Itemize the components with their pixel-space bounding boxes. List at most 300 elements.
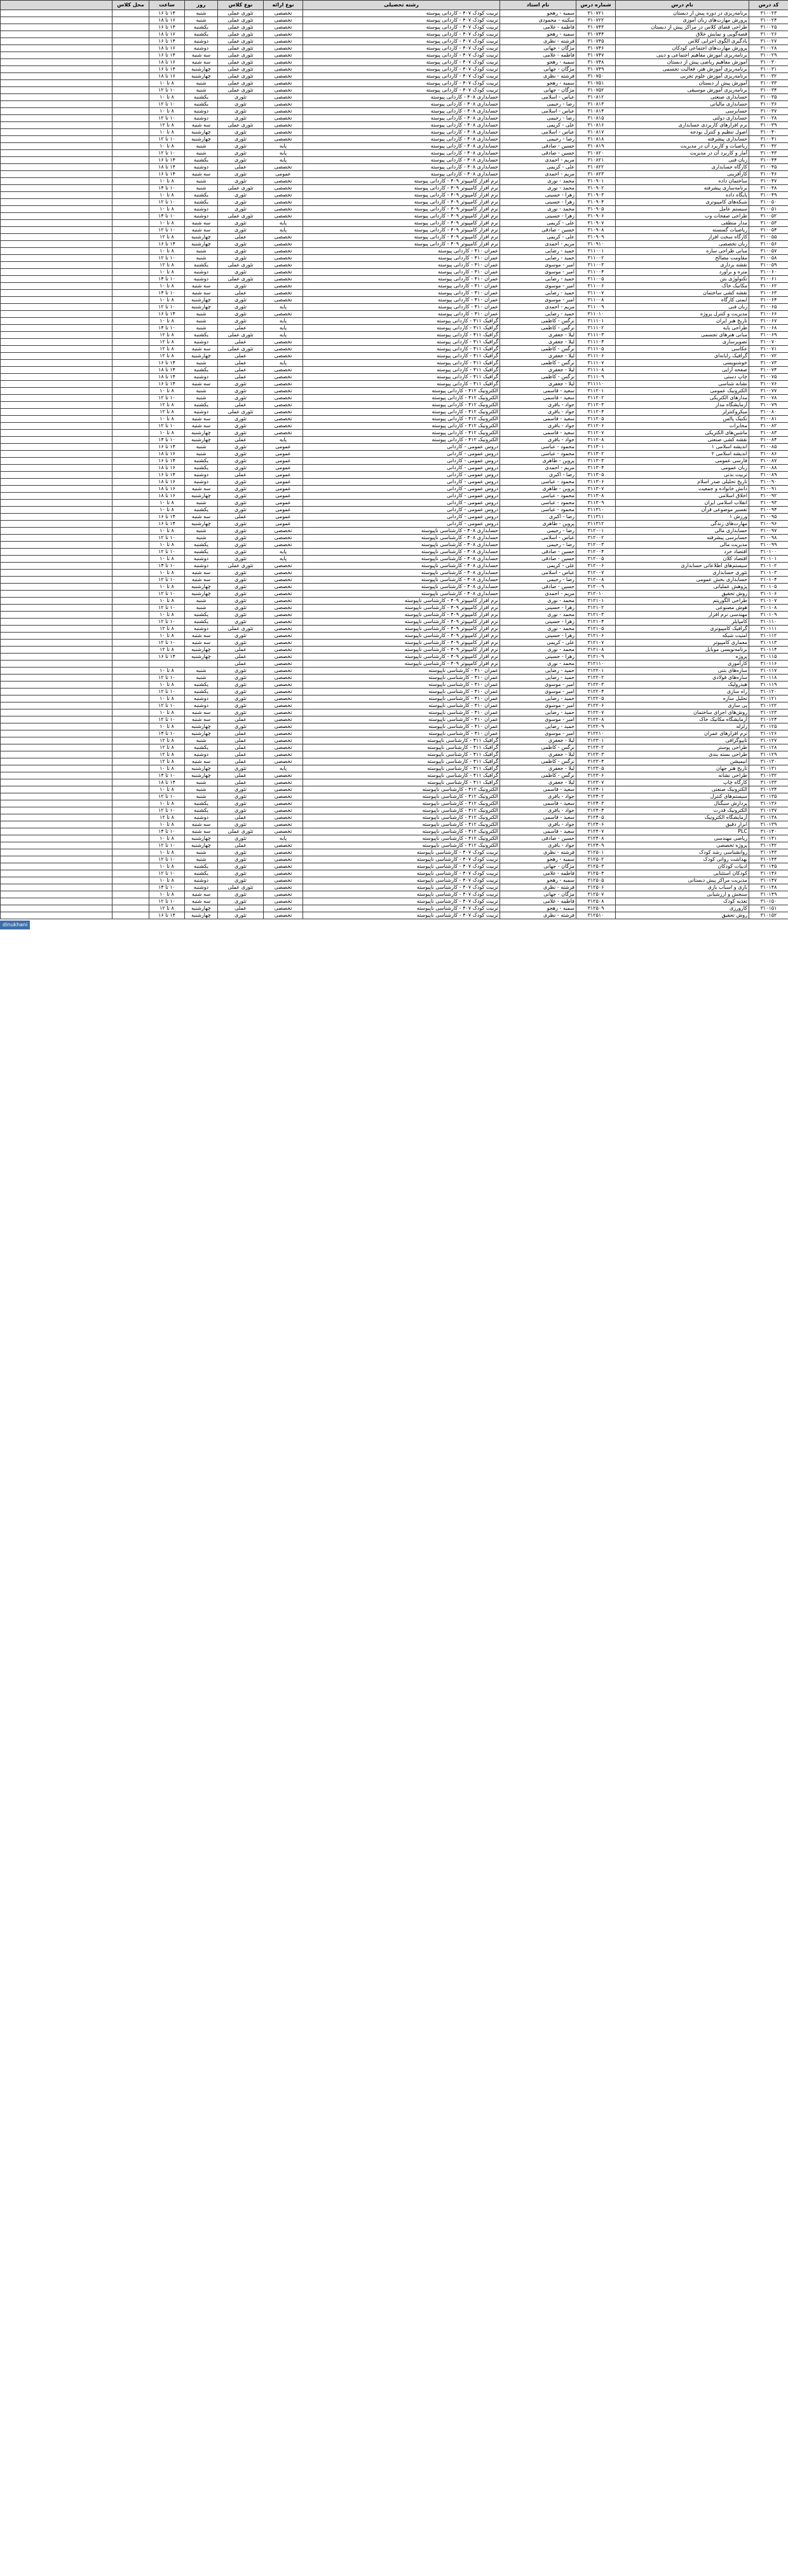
cell-teacher: امیر - موسوی xyxy=(500,283,576,290)
cell-lesson: پرورش مهارت‌های زبان آموزی xyxy=(616,17,749,24)
cell-session: عملی xyxy=(218,164,264,171)
cell-tcode: ۳۱۲۵۰۴ xyxy=(576,870,616,877)
cell-extra xyxy=(1,31,112,38)
table-row xyxy=(1,472,788,479)
cell-room xyxy=(112,570,149,577)
cell-time: ۱۰ تا ۱۲ xyxy=(149,535,185,542)
cell-group: گرافیک ۴۱۱ - کارشناسی ناپیوسته xyxy=(303,758,500,765)
cell-day: دوشنبه xyxy=(185,695,218,702)
cell-group: گرافیک ۴۱۱ - کارشناسی ناپیوسته xyxy=(303,772,500,779)
cell-extra xyxy=(1,709,112,716)
cell-type: تخصصی xyxy=(264,870,303,877)
cell-tcode: ۳۱۲۳۰۷ xyxy=(576,779,616,786)
cell-group: عمران ۴۱۰ - کارشناسی ناپیوسته xyxy=(303,689,500,695)
cell-session: تئوری عملی xyxy=(218,45,264,52)
table-row xyxy=(1,689,788,695)
cell-time: ۱۴ تا ۱۶ xyxy=(149,241,185,248)
cell-code: ۳۱۰۰۴۳ xyxy=(749,150,788,157)
cell-day: شنبه xyxy=(185,535,218,542)
cell-lesson: الکترونیک قدرت xyxy=(616,807,749,814)
cell-time: ۱۰ تا ۱۲ xyxy=(149,577,185,584)
cell-room xyxy=(112,80,149,87)
cell-type: تخصصی xyxy=(264,409,303,416)
cell-code: ۳۱۰۰۷۶ xyxy=(749,381,788,388)
cell-day: سه شنبه xyxy=(185,821,218,828)
cell-type: تخصصی xyxy=(264,311,303,318)
cell-room xyxy=(112,863,149,870)
cell-code: ۳۱۰۰۶۴ xyxy=(749,297,788,304)
cell-type: تخصصی xyxy=(264,206,303,213)
cell-lesson: دانش خانواده و جمعیت xyxy=(616,486,749,493)
cell-extra xyxy=(1,213,112,220)
cell-code: ۳۱۰۱۴۴ xyxy=(749,856,788,863)
cell-session: عملی xyxy=(218,744,264,751)
table-row xyxy=(1,577,788,584)
cell-group: عمران ۴۱۰ - کاردانی پیوسته xyxy=(303,304,500,311)
cell-extra xyxy=(1,59,112,66)
cell-teacher: نرگس - کاظمی xyxy=(500,744,576,751)
cell-tcode: ۳۱۰۸۲۰ xyxy=(576,150,616,157)
cell-session: تئوری xyxy=(218,297,264,304)
cell-time: ۱۰ تا ۱۲ xyxy=(149,898,185,905)
cell-day: سه شنبه xyxy=(185,59,218,66)
cell-room xyxy=(112,605,149,612)
cell-type: تخصصی xyxy=(264,17,303,24)
cell-time: ۱۴ تا ۱۶ xyxy=(149,360,185,367)
cell-room xyxy=(112,59,149,66)
cell-day: چهارشنبه xyxy=(185,591,218,598)
cell-time: ۸ تا ۱۰ xyxy=(149,695,185,702)
cell-code: ۳۱۰۰۹۰ xyxy=(749,479,788,486)
table-row xyxy=(1,675,788,682)
cell-session: تئوری xyxy=(218,143,264,150)
table-row xyxy=(1,297,788,304)
cell-group: عمران ۴۱۰ - کاردانی پیوسته xyxy=(303,297,500,304)
cell-extra xyxy=(1,381,112,388)
cell-tcode: ۳۱۱۳۱۱ xyxy=(576,514,616,521)
cell-time: ۱۶ تا ۱۸ xyxy=(149,465,185,472)
cell-teacher: سعید - قاسمی xyxy=(500,828,576,835)
cell-lesson: روش‌های اجرای ساختمان xyxy=(616,709,749,716)
cell-time: ۱۰ تا ۱۲ xyxy=(149,870,185,877)
cell-room xyxy=(112,94,149,101)
table-row xyxy=(1,723,788,730)
cell-code: ۳۱۰۰۲۴ xyxy=(749,17,788,24)
cell-type: تخصصی xyxy=(264,912,303,919)
cell-code: ۳۱۰۱۱۰ xyxy=(749,619,788,626)
table-row xyxy=(1,367,788,374)
cell-day: یکشنبه xyxy=(185,94,218,101)
cell-type: تخصصی xyxy=(264,884,303,891)
cell-session: تئوری xyxy=(218,535,264,542)
cell-teacher: نرگس - کاظمی xyxy=(500,325,576,332)
cell-time: ۸ تا ۱۰ xyxy=(149,80,185,87)
cell-group: تربیت کودک ۴۰۷ - کارشناسی ناپیوسته xyxy=(303,849,500,856)
cell-session: تئوری xyxy=(218,220,264,227)
cell-session: تئوری xyxy=(218,682,264,689)
cell-lesson: آزمایشگاه مکانیک خاک xyxy=(616,716,749,723)
cell-group: نرم افزار کامپیوتر ۴۰۹ - کارشناسی ناپیوسته xyxy=(303,640,500,647)
cell-room xyxy=(112,150,149,157)
cell-tcode: ۳۱۲۴۰۴ xyxy=(576,807,616,814)
cell-teacher: فرشته - نظری xyxy=(500,912,576,919)
cell-tcode: ۳۱۰۷۴۳ xyxy=(576,24,616,31)
cell-lesson: تکنولوژی بتن xyxy=(616,276,749,283)
cell-extra xyxy=(1,702,112,709)
cell-teacher: نرگس - کاظمی xyxy=(500,318,576,325)
cell-session: تئوری عملی xyxy=(218,332,264,339)
cell-group: حسابداری ۴۰۸ - کارشناسی ناپیوسته xyxy=(303,549,500,556)
cell-time: ۱۴ تا ۱۶ xyxy=(149,472,185,479)
cell-tcode: ۳۱۱۳۰۸ xyxy=(576,493,616,500)
cell-code: ۳۱۰۱۳۵ xyxy=(749,793,788,800)
cell-teacher: محمد - نوری xyxy=(500,206,576,213)
cell-extra xyxy=(1,108,112,115)
cell-day: یکشنبه xyxy=(185,807,218,814)
cell-time: ۱۰ تا ۱۲ xyxy=(149,395,185,402)
cell-tcode: ۳۱۱۱۰۵ xyxy=(576,346,616,353)
cell-tcode: ۳۱۱۳۰۷ xyxy=(576,486,616,493)
table-row xyxy=(1,695,788,702)
cell-tcode: ۳۱۲۵۰۲ xyxy=(576,856,616,863)
cell-lesson: پایگاه داده xyxy=(616,192,749,199)
cell-tcode: ۳۱۰۸۱۶ xyxy=(576,122,616,129)
cell-group: عمران ۴۱۰ - کارشناسی ناپیوسته xyxy=(303,675,500,682)
cell-time: ۱۴ تا ۱۸ xyxy=(149,374,185,381)
cell-room xyxy=(112,514,149,521)
cell-day: شنبه xyxy=(185,444,218,451)
cell-code: ۳۱۰۰۷۳ xyxy=(749,360,788,367)
cell-room xyxy=(112,248,149,255)
cell-tcode: ۳۱۰۸۱۵ xyxy=(576,115,616,122)
table-row xyxy=(1,521,788,528)
cell-day: دوشنبه xyxy=(185,115,218,122)
cell-day: یکشنبه xyxy=(185,542,218,549)
cell-room xyxy=(112,311,149,318)
cell-extra xyxy=(1,619,112,626)
cell-extra xyxy=(1,856,112,863)
cell-room xyxy=(112,199,149,206)
cell-group: دروس عمومی - کاردانی xyxy=(303,486,500,493)
cell-group: نرم افزار کامپیوتر ۴۰۹ - کاردانی پیوسته xyxy=(303,241,500,248)
cell-room xyxy=(112,192,149,199)
cell-type: تخصصی xyxy=(264,24,303,31)
cell-session: تئوری xyxy=(218,577,264,584)
cell-day: چهارشنبه xyxy=(185,521,218,528)
cell-group: حسابداری ۴۰۸ - کاردانی پیوسته xyxy=(303,94,500,101)
cell-day: یکشنبه xyxy=(185,689,218,695)
cell-time: ۱۴ تا ۱۶ xyxy=(149,38,185,45)
cell-extra xyxy=(1,255,112,262)
cell-time: ۱۴ تا ۱۶ xyxy=(149,311,185,318)
cell-teacher: سمیه - رهجو xyxy=(500,10,576,17)
cell-day: چهارشنبه xyxy=(185,730,218,737)
cell-extra xyxy=(1,563,112,570)
cell-tcode: ۳۱۱۲۰۸ xyxy=(576,437,616,444)
cell-type: عمومی xyxy=(264,451,303,458)
cell-room xyxy=(112,716,149,723)
cell-extra xyxy=(1,772,112,779)
cell-time: ۱۴ تا ۱۶ xyxy=(149,10,185,17)
cell-tcode: ۳۱۲۲۰۷ xyxy=(576,709,616,716)
cell-lesson: طراحی بسته بندی xyxy=(616,751,749,758)
cell-code: ۳۱۰۰۵۴ xyxy=(749,227,788,234)
cell-session: تئوری xyxy=(218,912,264,919)
cell-tcode: ۳۱۰۹۰۵ xyxy=(576,206,616,213)
table-row xyxy=(1,325,788,332)
cell-group: گرافیک ۴۱۱ - کاردانی پیوسته xyxy=(303,367,500,374)
cell-day: دوشنبه xyxy=(185,164,218,171)
cell-teacher: جواد - باقری xyxy=(500,793,576,800)
table-row xyxy=(1,493,788,500)
cell-room xyxy=(112,668,149,675)
cell-lesson: اقتصاد کلان xyxy=(616,556,749,563)
cell-room xyxy=(112,772,149,779)
cell-code: ۳۱۰۱۰۳ xyxy=(749,570,788,577)
cell-room xyxy=(112,877,149,884)
cell-session: تئوری xyxy=(218,395,264,402)
cell-lesson: میکروکنترلر xyxy=(616,409,749,416)
header-code: کد درس xyxy=(749,1,788,10)
cell-group: دروس عمومی - کاردانی xyxy=(303,507,500,514)
cell-session: تئوری xyxy=(218,479,264,486)
cell-type: تخصصی xyxy=(264,115,303,122)
cell-type: تخصصی xyxy=(264,262,303,269)
cell-code: ۳۱۰۰۲۷ xyxy=(749,38,788,45)
table-row xyxy=(1,570,788,577)
cell-code: ۳۱۰۰۷۴ xyxy=(749,367,788,374)
cell-extra xyxy=(1,891,112,898)
cell-lesson: تاریخ هنر جهان xyxy=(616,765,749,772)
cell-tcode: ۳۱۲۵۰۷ xyxy=(576,891,616,898)
cell-group: دروس عمومی - کاردانی xyxy=(303,514,500,521)
cell-time: ۱۰ تا ۱۲ xyxy=(149,856,185,863)
cell-room xyxy=(112,793,149,800)
cell-extra xyxy=(1,171,112,178)
cell-day: سه شنبه xyxy=(185,283,218,290)
cell-extra xyxy=(1,241,112,248)
cell-time: ۱۰ تا ۱۴ xyxy=(149,772,185,779)
cell-group: نرم افزار کامپیوتر ۴۰۹ - کارشناسی ناپیوسته xyxy=(303,612,500,619)
cell-time: ۸ تا ۱۰ xyxy=(149,765,185,772)
cell-time: ۸ تا ۱۰ xyxy=(149,430,185,437)
cell-tcode: ۳۱۲۲۰۳ xyxy=(576,682,616,689)
cell-extra xyxy=(1,779,112,786)
cell-code: ۳۱۰۱۳۱ xyxy=(749,765,788,772)
cell-session: تئوری xyxy=(218,388,264,395)
table-header xyxy=(1,1,788,10)
cell-type: تخصصی xyxy=(264,423,303,430)
table-row xyxy=(1,500,788,507)
cell-teacher: سعید - قاسمی xyxy=(500,395,576,402)
table-row xyxy=(1,360,788,367)
cell-day: سه شنبه xyxy=(185,716,218,723)
cell-extra xyxy=(1,765,112,772)
table-row xyxy=(1,835,788,842)
cell-session: تئوری xyxy=(218,199,264,206)
cell-day: چهارشنبه xyxy=(185,835,218,842)
cell-code: ۳۱۰۰۷۵ xyxy=(749,374,788,381)
cell-time: ۸ تا ۱۲ xyxy=(149,814,185,821)
cell-session: تئوری xyxy=(218,157,264,164)
cell-group: حسابداری ۴۰۸ - کارشناسی ناپیوسته xyxy=(303,563,500,570)
cell-day: شنبه xyxy=(185,395,218,402)
cell-code: ۳۱۰۰۸۱ xyxy=(749,416,788,423)
cell-code: ۳۱۰۱۱۷ xyxy=(749,668,788,675)
table-row xyxy=(1,248,788,255)
cell-time xyxy=(149,661,185,668)
cell-code: ۳۱۰۰۵۰ xyxy=(749,199,788,206)
table-row xyxy=(1,730,788,737)
cell-day: سه شنبه xyxy=(185,171,218,178)
cell-lesson: گرافیک کامپیوتری xyxy=(616,626,749,633)
cell-tcode: ۳۱۲۳۰۳ xyxy=(576,751,616,758)
cell-group: عمران ۴۱۰ - کارشناسی ناپیوسته xyxy=(303,716,500,723)
cell-room xyxy=(112,730,149,737)
cell-room xyxy=(112,339,149,346)
cell-tcode: ۳۱۲۲۰۹ xyxy=(576,723,616,730)
cell-day: سه شنبه xyxy=(185,758,218,765)
cell-tcode: ۳۱۲۵۰۸ xyxy=(576,898,616,905)
cell-teacher: محمد - نوری xyxy=(500,626,576,633)
cell-room xyxy=(112,283,149,290)
cell-type: تخصصی xyxy=(264,612,303,619)
cell-extra xyxy=(1,465,112,472)
cell-tcode: ۳۱۱۱۰۸ xyxy=(576,367,616,374)
cell-type: تخصصی xyxy=(264,709,303,716)
cell-extra xyxy=(1,297,112,304)
cell-teacher: علی - کریمی xyxy=(500,164,576,171)
table-row xyxy=(1,143,788,150)
cell-code: ۳۱۰۰۸۵ xyxy=(749,444,788,451)
cell-session: تئوری xyxy=(218,633,264,640)
cell-code: ۳۱۰۱۰۸ xyxy=(749,605,788,612)
cell-teacher: امیر - موسوی xyxy=(500,716,576,723)
header-teacher: نام استاد xyxy=(500,1,576,10)
cell-group: عمران ۴۱۰ - کارشناسی ناپیوسته xyxy=(303,668,500,675)
cell-type: تخصصی xyxy=(264,101,303,108)
cell-room xyxy=(112,276,149,283)
cell-tcode: ۳۱۱۲۰۱ xyxy=(576,388,616,395)
cell-extra xyxy=(1,24,112,31)
cell-extra xyxy=(1,744,112,751)
cell-time: ۸ تا ۱۰ xyxy=(149,877,185,884)
table-row xyxy=(1,682,788,689)
cell-lesson: متره و برآورد xyxy=(616,269,749,276)
cell-room xyxy=(112,535,149,542)
cell-type: تخصصی xyxy=(264,66,303,73)
cell-room xyxy=(112,178,149,185)
cell-day: دوشنبه xyxy=(185,276,218,283)
table-row xyxy=(1,451,788,458)
cell-code: ۳۱۰۱۱۳ xyxy=(749,640,788,647)
cell-tcode: ۳۱۰۹۰۷ xyxy=(576,220,616,227)
cell-extra xyxy=(1,807,112,814)
cell-tcode: ۳۱۱۱۰۴ xyxy=(576,339,616,346)
cell-type: تخصصی xyxy=(264,213,303,220)
cell-group: نرم افزار کامپیوتر ۴۰۹ - کارشناسی ناپیوسته xyxy=(303,605,500,612)
cell-type: تخصصی xyxy=(264,856,303,863)
cell-room xyxy=(112,269,149,276)
cell-code: ۳۱۰۱۰۷ xyxy=(749,598,788,605)
cell-time: ۸ تا ۱۰ xyxy=(149,584,185,591)
cell-lesson: زبان تخصصی xyxy=(616,241,749,248)
cell-day: شنبه xyxy=(185,528,218,535)
cell-extra xyxy=(1,521,112,528)
cell-group: گرافیک ۴۱۱ - کارشناسی ناپیوسته xyxy=(303,744,500,751)
cell-teacher: جواد - باقری xyxy=(500,842,576,849)
cell-tcode: ۳۱۲۲۰۱ xyxy=(576,668,616,675)
cell-teacher: زهرا - حسینی xyxy=(500,619,576,626)
cell-session: تئوری xyxy=(218,898,264,905)
cell-day: یکشنبه xyxy=(185,262,218,269)
cell-type: تخصصی xyxy=(264,346,303,353)
cell-extra xyxy=(1,814,112,821)
cell-time: ۱۰ تا ۱۴ xyxy=(149,730,185,737)
table-row xyxy=(1,786,788,793)
cell-lesson: طراحی فضای کلاس در مراکز پیش از دبستان xyxy=(616,24,749,31)
cell-lesson: سازه‌های بتنی xyxy=(616,668,749,675)
cell-extra xyxy=(1,751,112,758)
cell-lesson: کامپایلر xyxy=(616,619,749,626)
cell-code: ۳۱۰۱۰۰ xyxy=(749,549,788,556)
cell-type: تخصصی xyxy=(264,905,303,912)
table-row xyxy=(1,311,788,318)
cell-room xyxy=(112,185,149,192)
cell-lesson: قصه‌گویی و نمایش خلاق xyxy=(616,31,749,38)
cell-room xyxy=(112,633,149,640)
cell-type: پایه xyxy=(264,835,303,842)
cell-time: ۱۰ تا ۱۴ xyxy=(149,884,185,891)
cell-type: تخصصی xyxy=(264,619,303,626)
cell-tcode: ۳۱۲۰۰۳ xyxy=(576,542,616,549)
cell-room xyxy=(112,521,149,528)
cell-time: ۱۶ تا ۱۸ xyxy=(149,451,185,458)
cell-teacher: مژگان - جهانی xyxy=(500,45,576,52)
cell-group: الکترونیک ۴۱۲ - کاردانی پیوسته xyxy=(303,395,500,402)
cell-lesson: گرافیک رایانه‌ای xyxy=(616,353,749,360)
cell-time: ۱۶ تا ۱۸ xyxy=(149,486,185,493)
cell-lesson: تئوری حسابداری xyxy=(616,570,749,577)
table-row xyxy=(1,255,788,262)
cell-session: تئوری xyxy=(218,640,264,647)
header-time: ساعت xyxy=(149,1,185,10)
cell-day: یکشنبه xyxy=(185,101,218,108)
cell-group: نرم افزار کامپیوتر ۴۰۹ - کاردانی پیوسته xyxy=(303,213,500,220)
cell-group: گرافیک ۴۱۱ - کاردانی پیوسته xyxy=(303,353,500,360)
cell-group: الکترونیک ۴۱۲ - کارشناسی ناپیوسته xyxy=(303,786,500,793)
cell-tcode: ۳۱۲۳۰۶ xyxy=(576,772,616,779)
cell-teacher: عباس - اسلامی xyxy=(500,570,576,577)
cell-session: عملی xyxy=(218,360,264,367)
cell-lesson: زلزله xyxy=(616,723,749,730)
cell-lesson: تغذیه کودک xyxy=(616,898,749,905)
cell-tcode: ۳۱۲۰۰۹ xyxy=(576,584,616,591)
cell-type: تخصصی xyxy=(264,654,303,661)
table-row xyxy=(1,542,788,549)
cell-type: تخصصی xyxy=(264,807,303,814)
cell-time: ۱۰ تا ۱۲ xyxy=(149,304,185,311)
cell-group: دروس عمومی - کاردانی xyxy=(303,479,500,486)
table-row xyxy=(1,409,788,416)
cell-tcode: ۳۱۰۸۲۳ xyxy=(576,171,616,178)
table-row xyxy=(1,213,788,220)
cell-day: چهارشنبه xyxy=(185,66,218,73)
cell-lesson: تایپوگرافی xyxy=(616,737,749,744)
cell-time: ۸ تا ۱۲ xyxy=(149,122,185,129)
table-row xyxy=(1,402,788,409)
cell-tcode: ۳۱۰۸۲۱ xyxy=(576,157,616,164)
